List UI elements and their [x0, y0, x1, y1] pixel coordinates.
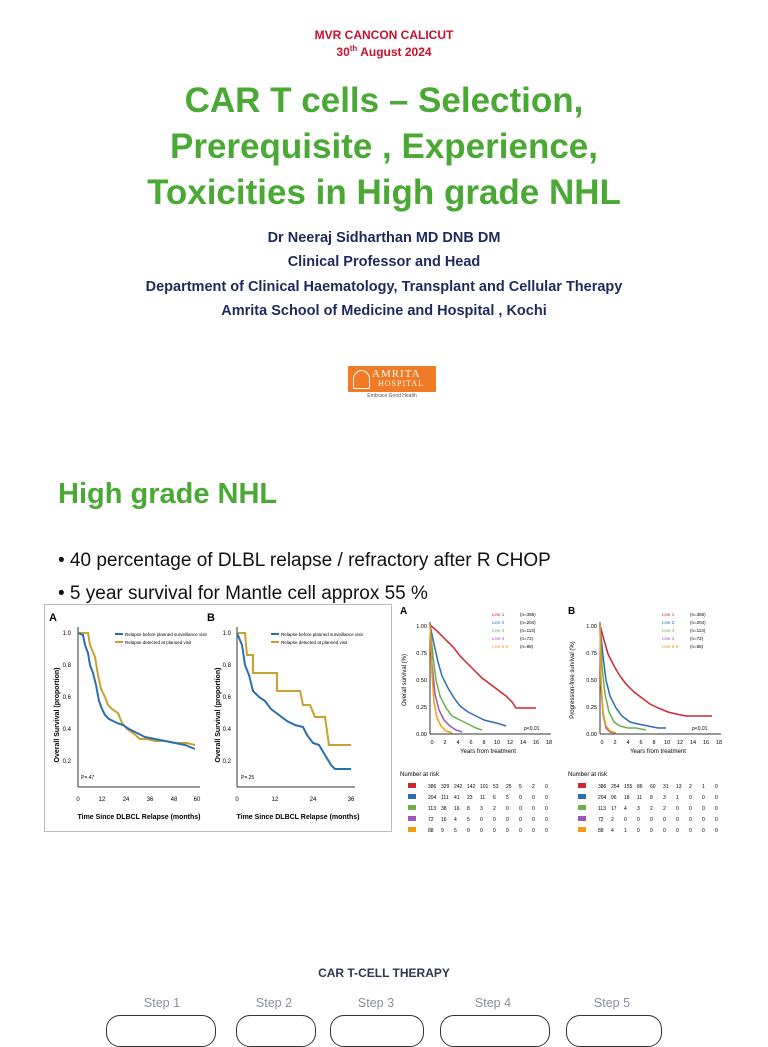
risk-value: 329: [441, 784, 450, 790]
svg-text:14: 14: [519, 740, 527, 746]
svg-text:0.2: 0.2: [222, 759, 231, 765]
risk-swatch: [408, 783, 416, 788]
svg-text:8: 8: [482, 740, 486, 746]
risk-value: 0: [519, 817, 522, 823]
risk-value: 23: [467, 795, 473, 801]
risk-value: 0: [519, 806, 522, 812]
svg-text:0.25: 0.25: [586, 705, 597, 711]
panel-b-series-gold: [237, 633, 351, 745]
svg-text:24: 24: [122, 797, 130, 803]
risk-value: 0: [676, 828, 679, 834]
risk-value: 0: [702, 795, 705, 801]
risk-value: 0: [493, 817, 496, 823]
risk-value: 0: [715, 795, 718, 801]
risk-table-b: [578, 783, 718, 834]
hospital-logo: AMRITA HOSPITAL: [348, 366, 436, 392]
risk-value: 17: [611, 806, 617, 812]
panel-b-series-blue: [237, 633, 351, 769]
title-line-1: CAR T cells – Selection,: [184, 81, 584, 120]
risk-value: 88: [598, 828, 604, 834]
risk-value: 9: [441, 828, 444, 834]
risk-value: 8: [650, 795, 653, 801]
step-label: Step 4: [474, 996, 512, 1010]
risk-value: 0: [506, 806, 509, 812]
svg-text:4: 4: [626, 740, 630, 746]
svg-text:p<0.01: p<0.01: [692, 726, 708, 732]
author-department: Department of Clinical Haematology, Transplant and Cellular Therapy: [145, 279, 623, 295]
svg-text:10: 10: [663, 740, 671, 746]
step-box: [566, 1015, 662, 1047]
svg-text:(n=72): (n=72): [520, 636, 534, 641]
risk-value: 0: [689, 817, 692, 823]
risk-swatch: [408, 805, 416, 810]
risk-value: 5: [519, 784, 522, 790]
risk-value: 386: [428, 784, 437, 790]
svg-text:Line 1: Line 1: [492, 612, 505, 617]
svg-text:(n=386): (n=386): [520, 612, 536, 617]
car-t-title: CAR T-CELL THERAPY: [318, 966, 450, 980]
risk-value: 142: [467, 784, 476, 790]
author-role: Clinical Professor and Head: [287, 254, 481, 270]
risk-swatch: [578, 816, 586, 821]
svg-text:Line 5-8: Line 5-8: [662, 644, 679, 649]
svg-text:48: 48: [170, 797, 178, 803]
risk-swatch: [578, 783, 586, 788]
risk-value: 11: [637, 795, 643, 801]
risk-value: 16: [454, 806, 460, 812]
svg-text:P=.25: P=.25: [241, 775, 255, 781]
svg-text:24: 24: [309, 797, 317, 803]
panel-a-label: A: [49, 612, 57, 624]
risk-value: 2: [611, 817, 614, 823]
risk-swatch: [408, 794, 416, 799]
logo-tagline: Embrace Good Health: [367, 393, 417, 399]
svg-text:(n=88): (n=88): [690, 644, 704, 649]
section-heading: High grade NHL: [58, 478, 278, 510]
risk-value: 72: [428, 817, 434, 823]
svg-text:12: 12: [271, 797, 279, 803]
svg-text:1.00: 1.00: [586, 624, 597, 630]
svg-text:Line 4: Line 4: [662, 636, 675, 641]
risk-value: 0: [519, 828, 522, 834]
risk-value: 0: [650, 817, 653, 823]
svg-text:(n=72): (n=72): [690, 636, 704, 641]
svg-text:0: 0: [430, 740, 434, 746]
risk-value: 2: [663, 806, 666, 812]
svg-text:0.75: 0.75: [586, 651, 597, 657]
risk-value: 1: [702, 784, 705, 790]
risk-value: 25: [506, 784, 512, 790]
svg-text:2: 2: [443, 740, 447, 746]
svg-text:0.2: 0.2: [62, 759, 71, 765]
risk-value: 2: [493, 806, 496, 812]
risk-value: 0: [506, 828, 509, 834]
risk-value: 16: [441, 817, 447, 823]
svg-text:Line 4: Line 4: [492, 636, 505, 641]
risk-value: 155: [624, 784, 633, 790]
risk-value: 0: [532, 795, 535, 801]
panel-a-series-gold: [78, 633, 195, 745]
author-name: Dr Neeraj Sidharthan MD DNB DM: [267, 230, 501, 246]
svg-text:0.00: 0.00: [416, 732, 427, 738]
risk-value: 31: [663, 784, 669, 790]
svg-text:6: 6: [639, 740, 643, 746]
risk-value: 3: [663, 795, 666, 801]
svg-text:(n=204): (n=204): [520, 620, 536, 625]
risk-value: 2: [532, 784, 535, 790]
svg-text:36: 36: [347, 797, 355, 803]
risk-value: 0: [715, 828, 718, 834]
risk-value: 4: [624, 806, 627, 812]
risk-swatch: [578, 794, 586, 799]
risk-swatch: [578, 827, 586, 832]
event-date: 30th August 2024: [336, 44, 432, 59]
risk-swatch: [578, 805, 586, 810]
panel-a-series-blue: [78, 633, 195, 749]
risk-value: 0: [480, 817, 483, 823]
risk-value: 0: [702, 817, 705, 823]
risk-value: 0: [702, 828, 705, 834]
risk-value: 2: [689, 784, 692, 790]
risk-value: 0: [676, 806, 679, 812]
svg-text:60: 60: [193, 797, 201, 803]
risk-value: 0: [715, 784, 718, 790]
risk-value: 0: [689, 795, 692, 801]
svg-text:12: 12: [506, 740, 514, 746]
svg-text:0.8: 0.8: [62, 663, 71, 669]
panel-b-ylabel: Overall Survival (proportion): [215, 667, 222, 763]
svg-text:Overall survival (%): Overall survival (%): [402, 653, 408, 707]
svg-text:16: 16: [532, 740, 540, 746]
svg-text:A: A: [400, 606, 408, 617]
risk-value: 5: [467, 817, 470, 823]
svg-text:0.50: 0.50: [416, 678, 427, 684]
risk-value: 0: [532, 806, 535, 812]
risk-value: 204: [598, 795, 607, 801]
risk-swatch: [408, 827, 416, 832]
risk-value: 86: [637, 784, 643, 790]
step-label: Step 5: [593, 996, 631, 1010]
svg-text:8: 8: [652, 740, 656, 746]
risk-value: 0: [545, 828, 548, 834]
svg-text:Progression-free survival (%): Progression-free survival (%): [570, 641, 576, 719]
risk-value: 111: [441, 795, 449, 801]
risk-value: 0: [689, 828, 692, 834]
svg-text:18: 18: [545, 740, 553, 746]
step-box: [106, 1015, 216, 1047]
risk-value: 0: [545, 795, 548, 801]
risk-value: 0: [676, 817, 679, 823]
svg-text:12: 12: [676, 740, 684, 746]
svg-text:Line 1: Line 1: [662, 612, 675, 617]
svg-text:B: B: [568, 606, 576, 617]
svg-text:2: 2: [613, 740, 617, 746]
svg-text:Relapse before planned surveil: Relapse before planned surveillance visit: [125, 632, 207, 637]
risk-value: 386: [598, 784, 607, 790]
risk-value: 41: [454, 795, 460, 801]
risk-value: 5: [506, 795, 509, 801]
risk-value: 0: [624, 817, 627, 823]
risk-value: 101: [480, 784, 489, 790]
svg-text:(n=113): (n=113): [520, 628, 536, 633]
step-box: [330, 1015, 424, 1047]
svg-text:0.25: 0.25: [416, 705, 427, 711]
risk-value: 53: [493, 784, 499, 790]
risk-value: 96: [611, 795, 617, 801]
event-name: MVR CANCON CALICUT: [314, 28, 454, 42]
risk-swatch: [408, 816, 416, 821]
risk-value: 0: [545, 784, 548, 790]
risk-value: 72: [598, 817, 604, 823]
bullet-item: • 5 year survival for Mantle cell approx 55 %: [58, 583, 428, 604]
svg-text:14: 14: [689, 740, 697, 746]
risk-value: 60: [650, 784, 656, 790]
risk-value: 204: [428, 795, 437, 801]
risk-value: 0: [715, 817, 718, 823]
step-label: Step 3: [357, 996, 395, 1010]
risk-value: 0: [506, 817, 509, 823]
risk-value: 8: [467, 806, 470, 812]
risk-value: 38: [441, 806, 447, 812]
page-title: [0, 78, 768, 216]
svg-text:0.75: 0.75: [416, 651, 427, 657]
svg-text:Number at risk: Number at risk: [568, 772, 608, 778]
svg-text:P=.47: P=.47: [81, 775, 95, 781]
risk-value: 0: [493, 828, 496, 834]
svg-text:6: 6: [469, 740, 473, 746]
risk-value: 113: [428, 806, 436, 812]
step-label: Step 1: [143, 996, 181, 1010]
risk-value: 0: [715, 806, 718, 812]
risk-value: 3: [637, 806, 640, 812]
svg-text:1.0: 1.0: [222, 631, 231, 637]
svg-text:Relapse before planned surveil: Relapse before planned surveillance visit: [281, 632, 363, 637]
svg-text:12: 12: [98, 797, 106, 803]
svg-text:18: 18: [715, 740, 723, 746]
risk-value: 3: [480, 806, 483, 812]
svg-text:p<0.01: p<0.01: [524, 726, 540, 732]
risk-value: 11: [480, 795, 486, 801]
svg-text:36: 36: [146, 797, 154, 803]
title-line-3: Toxicities in High grade NHL: [147, 173, 621, 212]
svg-text:(n=204): (n=204): [690, 620, 706, 625]
svg-text:Relapse detected at planned vi: Relapse detected at planned visit: [281, 640, 348, 645]
risk-value: 0: [545, 817, 548, 823]
panel-b-xlabel: Time Since DLBCL Relapse (months): [236, 814, 360, 821]
svg-text:0: 0: [235, 797, 239, 803]
svg-text:(n=386): (n=386): [690, 612, 706, 617]
risk-value: 0: [480, 828, 483, 834]
survival-figure-left: [44, 604, 392, 832]
risk-value: 4: [611, 828, 614, 834]
svg-text:16: 16: [702, 740, 710, 746]
svg-text:Line 2: Line 2: [662, 620, 675, 625]
svg-text:0.4: 0.4: [222, 727, 231, 733]
risk-value: 0: [532, 817, 535, 823]
risk-value: 0: [467, 828, 470, 834]
risk-value: 254: [611, 784, 620, 790]
risk-value: 5: [454, 828, 457, 834]
svg-text:10: 10: [493, 740, 501, 746]
svg-text:Years from treatment: Years from treatment: [630, 749, 686, 755]
panel-b-label: B: [207, 612, 215, 624]
risk-table-a: [408, 783, 548, 834]
svg-text:0.00: 0.00: [586, 732, 597, 738]
svg-text:0.4: 0.4: [62, 727, 71, 733]
risk-value: 0: [650, 828, 653, 834]
title-line-2: Prerequisite , Experience,: [170, 127, 598, 166]
risk-value: 13: [676, 784, 682, 790]
svg-text:0.6: 0.6: [62, 695, 71, 701]
step-box: [236, 1015, 316, 1047]
svg-text:Number at risk: Number at risk: [400, 772, 440, 778]
svg-text:0.8: 0.8: [222, 663, 231, 669]
risk-value: 0: [532, 828, 535, 834]
bullet-item: • 40 percentage of DLBL relapse / refractory after R CHOP: [58, 550, 551, 571]
svg-text:Line 2: Line 2: [492, 620, 505, 625]
risk-value: 113: [598, 806, 606, 812]
svg-text:Line 3: Line 3: [492, 628, 505, 633]
risk-value: 0: [663, 817, 666, 823]
risk-value: 0: [637, 828, 640, 834]
svg-text:(n=113): (n=113): [690, 628, 706, 633]
svg-text:0.6: 0.6: [222, 695, 231, 701]
risk-value: 6: [493, 795, 496, 801]
risk-value: 0: [702, 806, 705, 812]
risk-value: 0: [545, 806, 548, 812]
svg-text:Line 5-8: Line 5-8: [492, 644, 509, 649]
risk-value: 1: [624, 828, 627, 834]
risk-value: 18: [624, 795, 630, 801]
risk-value: 0: [637, 817, 640, 823]
step-box: [440, 1015, 550, 1047]
step-label: Step 2: [255, 996, 293, 1010]
author-institution: Amrita School of Medicine and Hospital , Kochi: [221, 303, 547, 319]
svg-text:Relapse detected at planned vi: Relapse detected at planned visit: [125, 640, 192, 645]
risk-value: 0: [519, 795, 522, 801]
risk-value: 88: [428, 828, 434, 834]
svg-text:Line 3: Line 3: [662, 628, 675, 633]
risk-value: 1: [676, 795, 679, 801]
risk-value: 2: [650, 806, 653, 812]
svg-text:0: 0: [76, 797, 80, 803]
svg-text:1.0: 1.0: [62, 631, 71, 637]
risk-value: 4: [454, 817, 457, 823]
survival-figure-right: [396, 604, 764, 840]
risk-value: 0: [663, 828, 666, 834]
panel-a-xlabel: Time Since DLBCL Relapse (months): [77, 814, 201, 821]
risk-value: 0: [689, 806, 692, 812]
panel-a-ylabel: Overall Survival (proportion): [54, 667, 61, 763]
svg-text:0.50: 0.50: [586, 678, 597, 684]
logo-emblem-icon: [353, 370, 370, 389]
svg-text:1.00: 1.00: [416, 624, 427, 630]
risk-value: 242: [454, 784, 463, 790]
svg-text:(n=88): (n=88): [520, 644, 534, 649]
svg-text:4: 4: [456, 740, 460, 746]
svg-text:Years from treatment: Years from treatment: [460, 749, 516, 755]
svg-text:0: 0: [600, 740, 604, 746]
